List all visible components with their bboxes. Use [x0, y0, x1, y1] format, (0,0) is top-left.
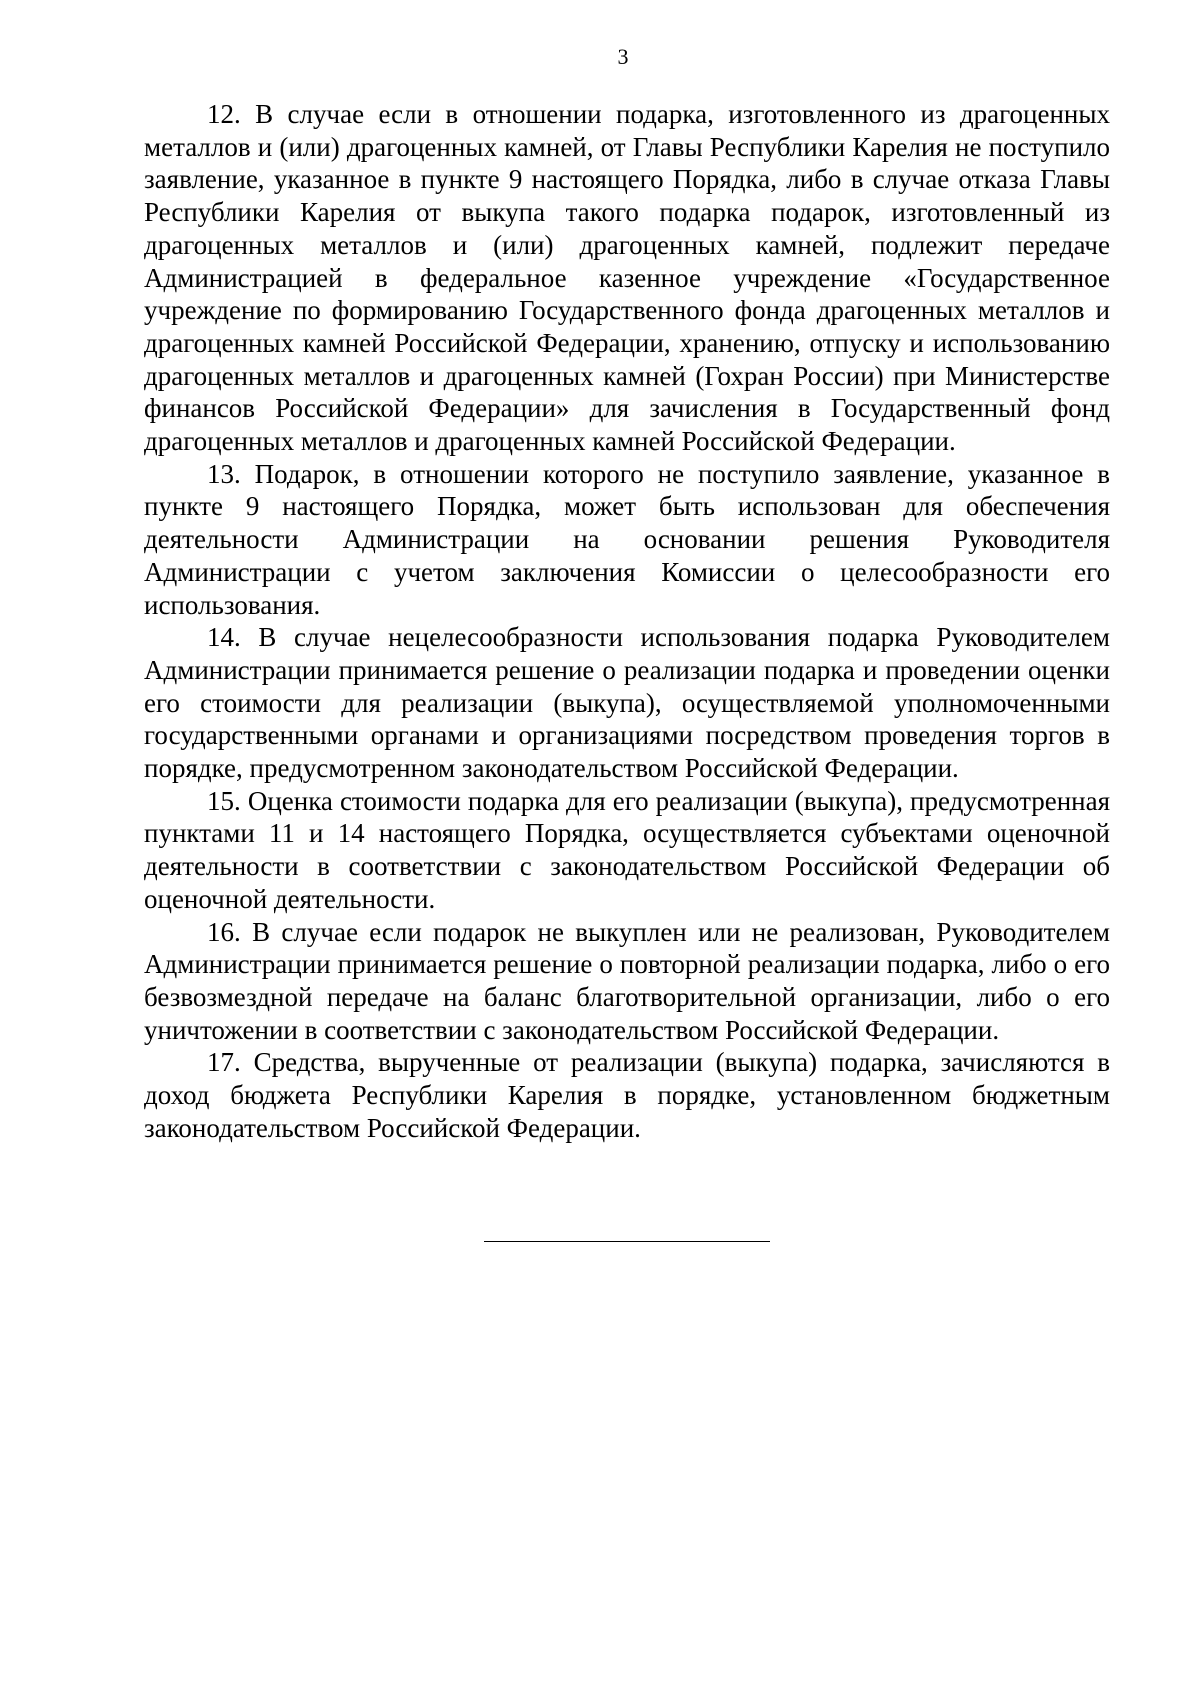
end-of-document-rule	[484, 1241, 770, 1242]
paragraph-16: 16. В случае если подарок не выкуплен или не реализован, Руководителем Администрации принимается решение о повторной реализации подарка, либо о его безвозмездной передаче на баланс благотворительной организации, либо о его уничтожении в соответствии с законодательством Российской Федерации.	[144, 916, 1110, 1045]
paragraph-12: 12. В случае если в отношении подарка, изготовленного из драгоценных металлов и (или) драгоценных камней, от Главы Республики Карелия не поступило заявление, указанное в пункте 9 настоящего Порядка, либо в случае отказа Главы Республики Карелия от выкупа такого подарка подарок, изготовленный из драгоценных металлов и (или) драгоценных камней, подлежит передаче Администрацией в федеральное казенное учреждение «Государственное учреждение по формированию Государственного фонда драгоценных металлов и драгоценных камней Российской Федерации, хранению, отпуску и использованию драгоценных металлов и драгоценных камней (Гохран России) при Министерстве финансов Российской Федерации» для зачисления в Государственный фонд драгоценных металлов и драгоценных камней Российской Федерации.	[144, 99, 1110, 457]
document-body	[144, 98, 1110, 1145]
paragraph-17: 17. Средства, вырученные от реализации (выкупа) подарка, зачисляются в доход бюджета Республики Карелия в порядке, установленном бюджетным законодательством Российской Федерации.	[144, 1047, 1110, 1143]
page-number: 3	[617, 44, 629, 69]
paragraph-15: 15. Оценка стоимости подарка для его реализации (выкупа), предусмотренная пунктами 11 и 14 настоящего Порядка, осуществляется субъектами оценочной деятельности в соответствии с законодательством Российской Федерации об оценочной деятельности.	[144, 785, 1110, 914]
paragraph-13: 13. Подарок, в отношении которого не поступило заявление, указанное в пункте 9 настоящего Порядка, может быть использован для обеспечения деятельности Администрации на основании решения Руководителя Администрации с учетом заключения Комиссии о целесообразности его использования.	[144, 458, 1110, 620]
paragraph-14: 14. В случае нецелесообразности использования подарка Руководителем Администрации принимается решение о реализации подарка и проведении оценки его стоимости для реализации (выкупа), осуществляемой уполномоченными государственными органами и организациями посредством проведения торгов в порядке, предусмотренном законодательством Российской Федерации.	[144, 622, 1110, 784]
